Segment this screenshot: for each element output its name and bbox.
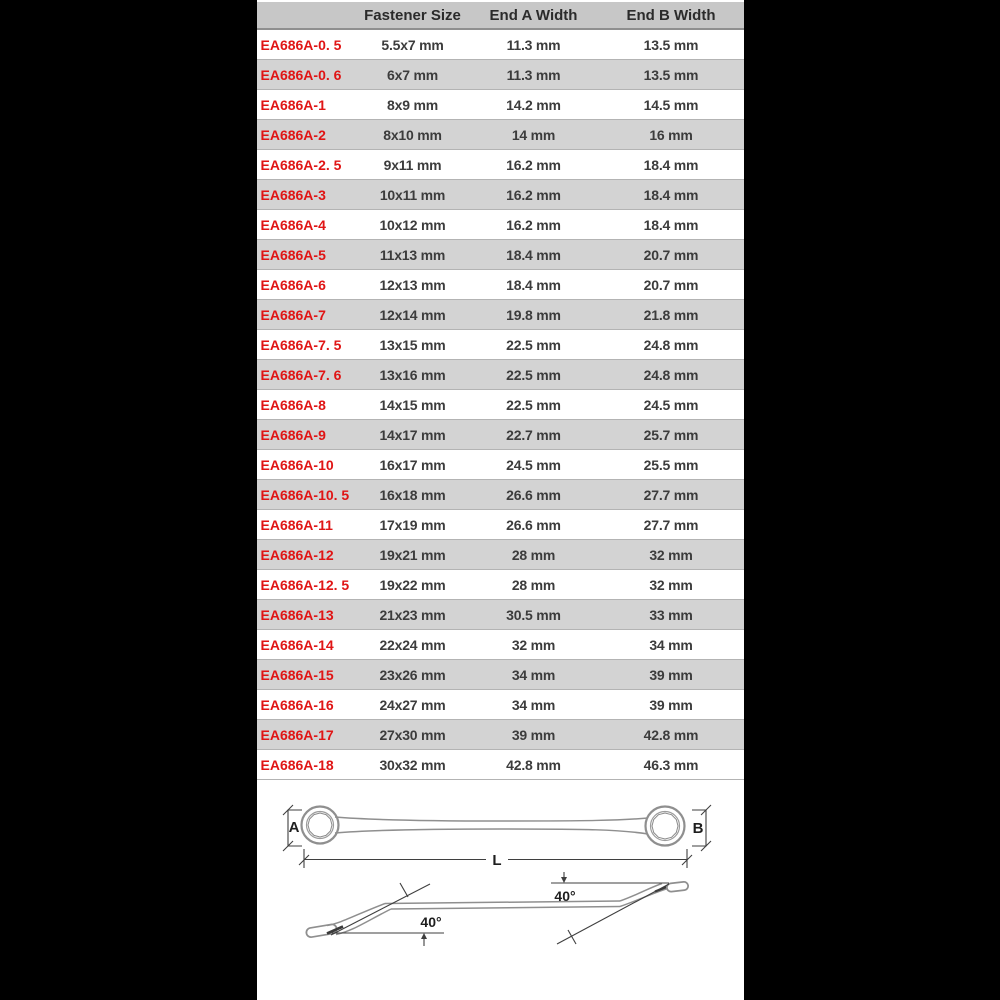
shank-bottom-edge [335,829,648,834]
end-b-width-cell: 21.8 mm [599,300,744,330]
model-number-cell: EA686A-14 [257,630,357,660]
end-b-width-cell: 20.7 mm [599,240,744,270]
end-b-width-cell: 32 mm [599,570,744,600]
table-row [257,480,744,510]
end-b-width-cell: 25.5 mm [599,450,744,480]
model-number-cell: EA686A-18 [257,750,357,780]
fastener-size-cell: 13x16 mm [357,360,469,390]
end-b-width-cell: 18.4 mm [599,150,744,180]
ring-b-inner [650,812,679,841]
right-head-hollow [671,886,684,888]
label-l: L [491,852,502,869]
end-b-width-cell: 18.4 mm [599,210,744,240]
table-row [257,420,744,450]
end-a-width-cell: 18.4 mm [469,270,599,300]
end-a-width-cell: 22.5 mm [469,390,599,420]
spec-table [257,2,744,780]
end-a-width-cell: 16.2 mm [469,180,599,210]
label-a: A [288,819,299,836]
model-number-cell: EA686A-0. 5 [257,29,357,60]
header-model [257,2,357,29]
model-number-cell: EA686A-7 [257,300,357,330]
fastener-size-cell: 5.5x7 mm [357,29,469,60]
header-fastener-size: Fastener Size [357,2,469,29]
end-b-width-cell: 34 mm [599,630,744,660]
table-row [257,600,744,630]
fastener-size-cell: 14x17 mm [357,420,469,450]
fastener-size-cell: 11x13 mm [357,240,469,270]
table-row [257,630,744,660]
end-a-width-cell: 16.2 mm [469,210,599,240]
end-a-width-cell: 22.5 mm [469,330,599,360]
table-row [257,720,744,750]
model-number-cell: EA686A-7. 6 [257,360,357,390]
label-angle-left: 40° [419,914,442,930]
side-shank-top [385,901,620,904]
end-a-width-cell: 34 mm [469,690,599,720]
end-a-width-cell: 16.2 mm [469,150,599,180]
table-row [257,510,744,540]
fastener-size-cell: 16x17 mm [357,450,469,480]
end-b-width-cell: 13.5 mm [599,29,744,60]
end-a-width-cell: 14.2 mm [469,90,599,120]
end-a-width-cell: 28 mm [469,540,599,570]
fastener-size-cell: 13x15 mm [357,330,469,360]
table-row [257,29,744,60]
fastener-size-cell: 27x30 mm [357,720,469,750]
end-b-width-cell: 20.7 mm [599,270,744,300]
table-row [257,240,744,270]
model-number-cell: EA686A-8 [257,390,357,420]
end-b-width-cell: 27.7 mm [599,480,744,510]
table-row [257,690,744,720]
end-b-width-cell: 16 mm [599,120,744,150]
fastener-size-cell: 12x14 mm [357,300,469,330]
fastener-size-cell: 16x18 mm [357,480,469,510]
fastener-size-cell: 19x21 mm [357,540,469,570]
table-row [257,450,744,480]
table-row [257,360,744,390]
fastener-size-cell: 24x27 mm [357,690,469,720]
table-header-row [257,2,744,29]
end-a-width-cell: 24.5 mm [469,450,599,480]
model-number-cell: EA686A-16 [257,690,357,720]
model-number-cell: EA686A-13 [257,600,357,630]
fastener-size-cell: 19x22 mm [357,570,469,600]
end-a-width-cell: 19.8 mm [469,300,599,330]
label-b: B [692,820,703,837]
end-b-width-cell: 39 mm [599,690,744,720]
fastener-size-cell: 23x26 mm [357,660,469,690]
table-row [257,330,744,360]
table-row [257,60,744,90]
table-row [257,660,744,690]
model-number-cell: EA686A-2 [257,120,357,150]
table-row [257,180,744,210]
model-number-cell: EA686A-1 [257,90,357,120]
end-b-width-cell: 24.8 mm [599,330,744,360]
fastener-size-cell: 21x23 mm [357,600,469,630]
wrench-side-view [311,884,684,935]
model-number-cell: EA686A-9 [257,420,357,450]
angle-arrow-right [561,877,567,883]
fastener-size-cell: 10x11 mm [357,180,469,210]
ring-a-12pt [308,813,332,837]
end-a-width-cell: 18.4 mm [469,240,599,270]
header-end-b-width: End B Width [599,2,744,29]
table-row [257,300,744,330]
fastener-size-cell: 8x10 mm [357,120,469,150]
side-shank-bottom [391,907,620,910]
fastener-size-cell: 14x15 mm [357,390,469,420]
end-b-width-cell: 39 mm [599,660,744,690]
model-number-cell: EA686A-12. 5 [257,570,357,600]
end-a-width-cell: 14 mm [469,120,599,150]
ring-a-inner [306,812,333,839]
end-a-width-cell: 22.7 mm [469,420,599,450]
table-row [257,270,744,300]
end-b-width-cell: 27.7 mm [599,510,744,540]
model-number-cell: EA686A-5 [257,240,357,270]
fastener-size-cell: 10x12 mm [357,210,469,240]
table-row [257,120,744,150]
end-a-width-cell: 39 mm [469,720,599,750]
wrench-top-view [301,807,684,846]
fastener-size-cell: 8x9 mm [357,90,469,120]
fastener-size-cell: 22x24 mm [357,630,469,660]
end-a-width-cell: 22.5 mm [469,360,599,390]
end-a-width-cell: 26.6 mm [469,480,599,510]
end-b-width-cell: 46.3 mm [599,750,744,780]
model-number-cell: EA686A-3 [257,180,357,210]
model-number-cell: EA686A-17 [257,720,357,750]
fastener-size-cell: 9x11 mm [357,150,469,180]
fastener-size-cell: 12x13 mm [357,270,469,300]
end-a-width-cell: 42.8 mm [469,750,599,780]
angle-callout-right [551,872,669,944]
end-b-width-cell: 24.8 mm [599,360,744,390]
model-number-cell: EA686A-4 [257,210,357,240]
fastener-size-cell: 30x32 mm [357,750,469,780]
model-number-cell: EA686A-11 [257,510,357,540]
table-row [257,390,744,420]
end-a-width-cell: 28 mm [469,570,599,600]
table-row [257,210,744,240]
header-end-a-width: End A Width [469,2,599,29]
angle-arrow-left [421,933,427,939]
model-number-cell: EA686A-15 [257,660,357,690]
end-b-width-cell: 42.8 mm [599,720,744,750]
wrench-dimension-drawing [257,780,744,1000]
end-b-width-cell: 18.4 mm [599,180,744,210]
end-b-width-cell: 24.5 mm [599,390,744,420]
shank-top-edge [335,817,648,821]
end-a-width-cell: 11.3 mm [469,60,599,90]
table-row [257,90,744,120]
end-a-width-cell: 11.3 mm [469,29,599,60]
end-a-width-cell: 34 mm [469,660,599,690]
end-a-width-cell: 30.5 mm [469,600,599,630]
model-number-cell: EA686A-2. 5 [257,150,357,180]
model-number-cell: EA686A-10 [257,450,357,480]
fastener-size-cell: 6x7 mm [357,60,469,90]
catalog-panel [257,0,744,1000]
model-number-cell: EA686A-6 [257,270,357,300]
fastener-size-cell: 17x19 mm [357,510,469,540]
model-number-cell: EA686A-12 [257,540,357,570]
ring-b-12pt [652,813,678,839]
table-row [257,570,744,600]
table-row [257,540,744,570]
end-b-width-cell: 25.7 mm [599,420,744,450]
model-number-cell: EA686A-0. 6 [257,60,357,90]
table-row [257,150,744,180]
table-row [257,750,744,780]
end-a-width-cell: 26.6 mm [469,510,599,540]
end-b-width-cell: 13.5 mm [599,60,744,90]
end-a-width-cell: 32 mm [469,630,599,660]
model-number-cell: EA686A-10. 5 [257,480,357,510]
end-b-width-cell: 14.5 mm [599,90,744,120]
end-b-width-cell: 33 mm [599,600,744,630]
model-number-cell: EA686A-7. 5 [257,330,357,360]
end-b-width-cell: 32 mm [599,540,744,570]
label-angle-right: 40° [553,888,576,904]
ring-b-outer [645,807,684,846]
